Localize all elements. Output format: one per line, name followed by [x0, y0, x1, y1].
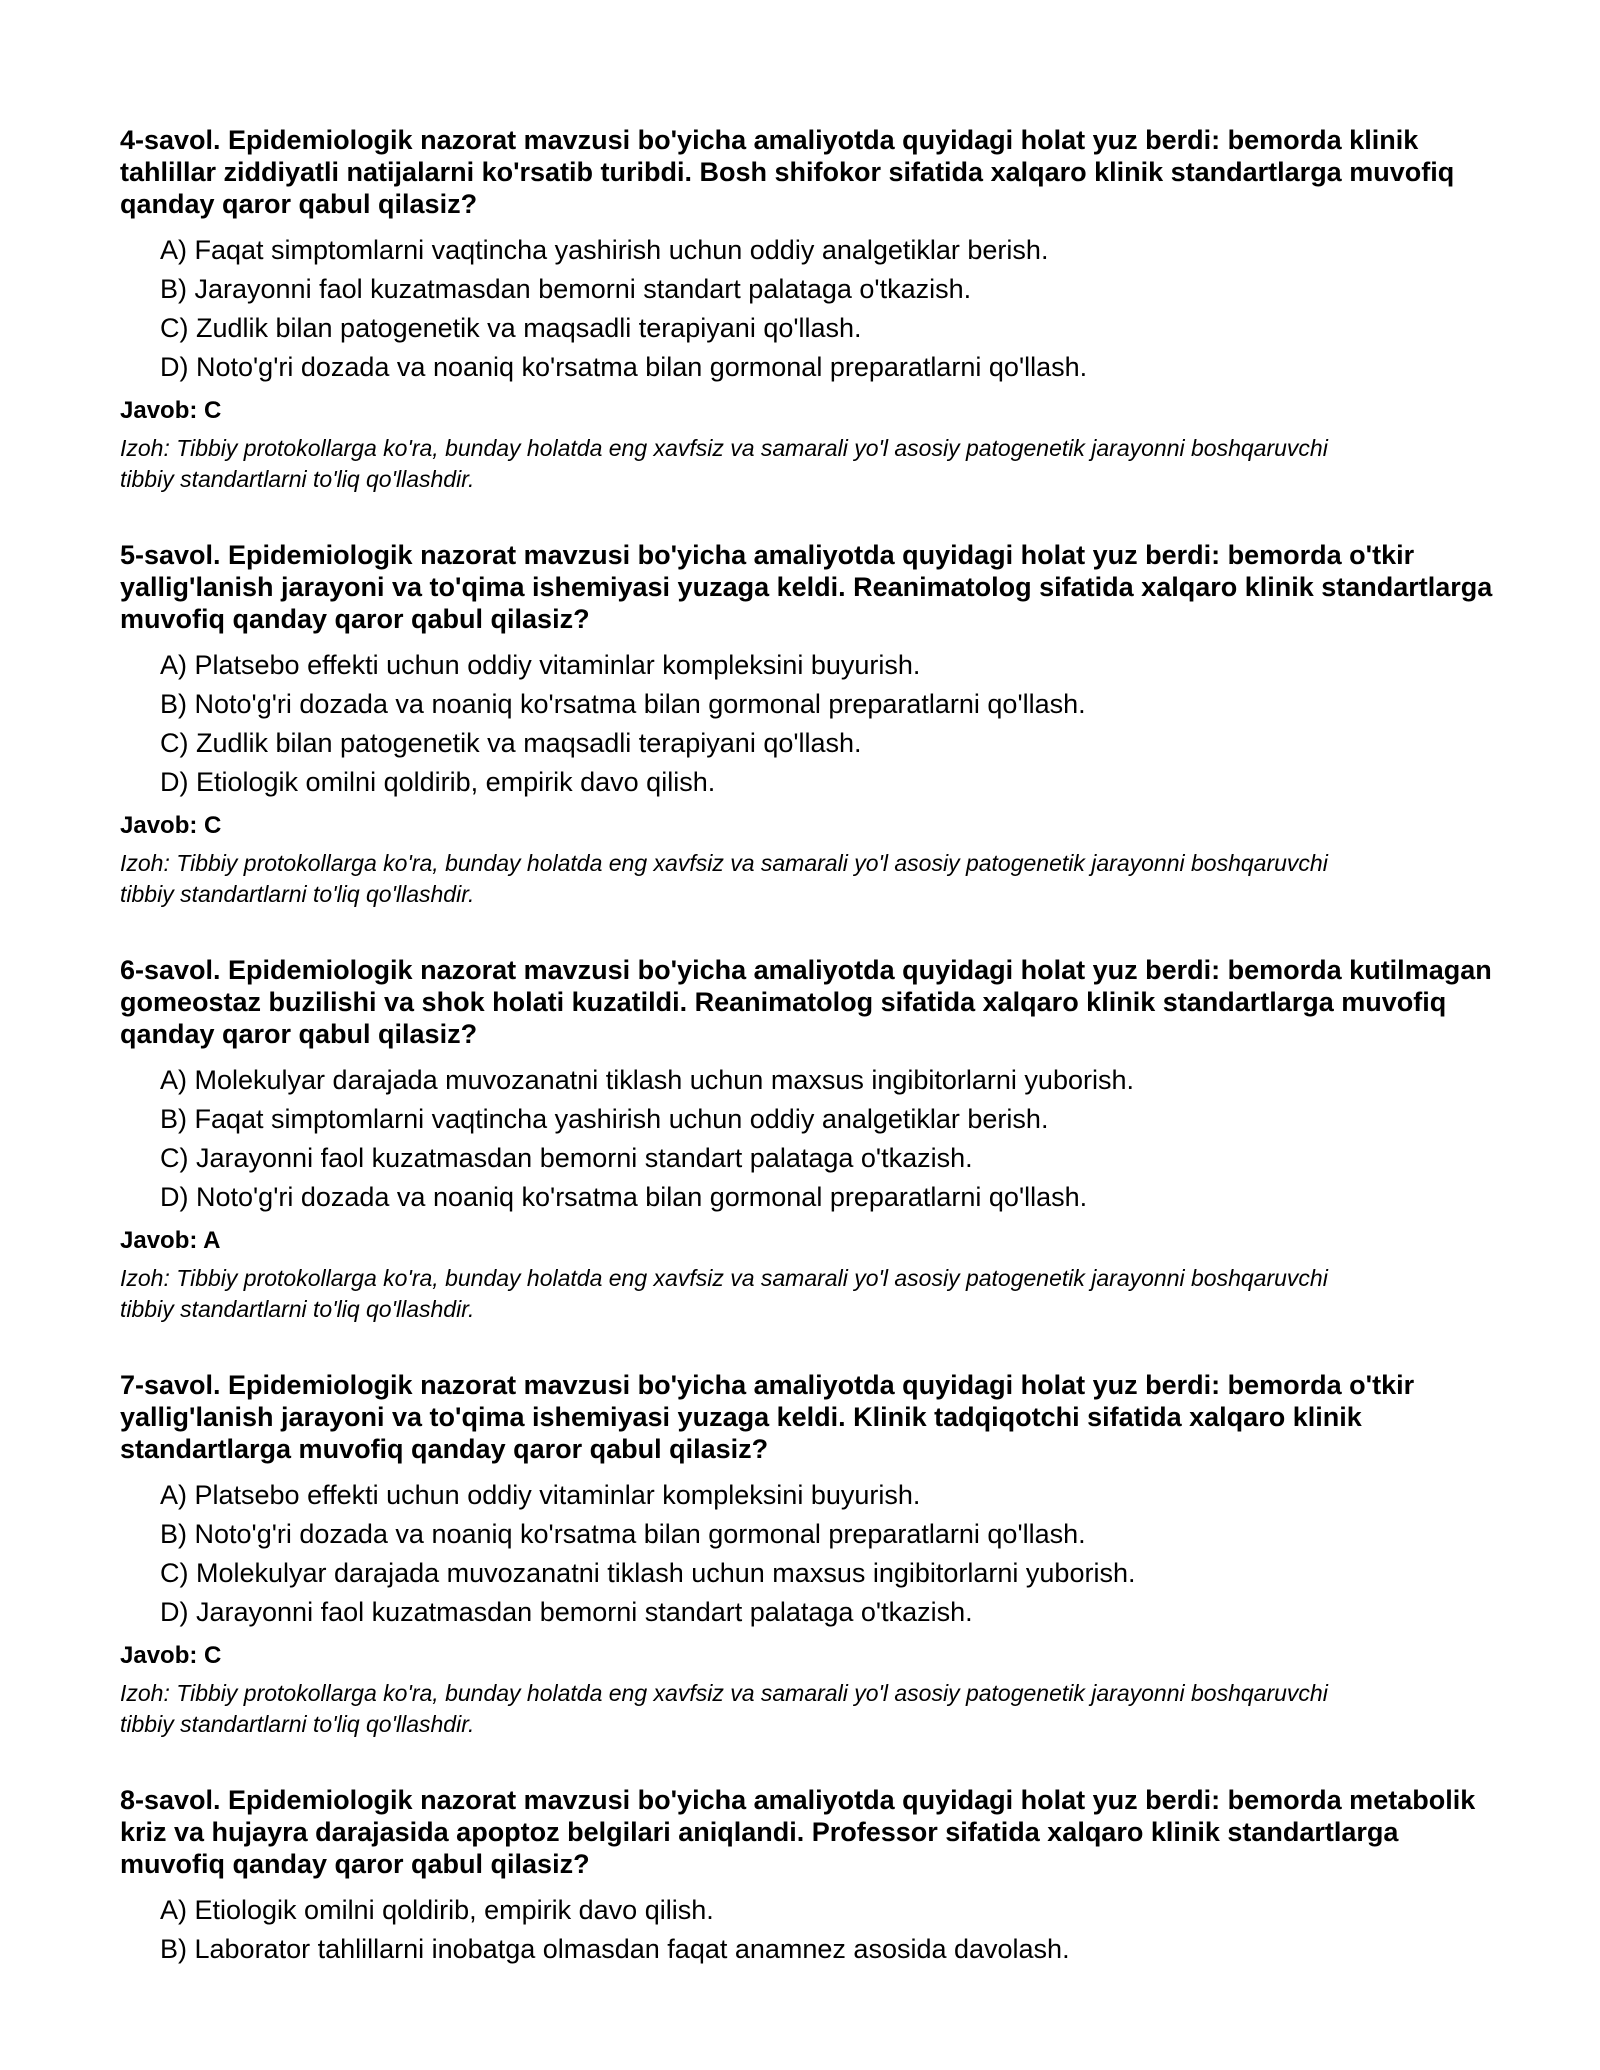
explanation-note: Izoh: Tibbiy protokollarga ko'ra, bunday holatda eng xavfsiz va samarali yo'l asosiy patogenetik jarayonni boshqaruvchi tibbiy standartlarni to'liq qo'llashdir.: [120, 850, 1328, 907]
question-text: 7-savol. Epidemiologik nazorat mavzusi bo'yicha amaliyotda quyidagi holat yuz berdi: bemorda o'tkir yallig'lanish jarayoni va to'qima ishemiyasi yuzaga keldi. Klinik tadqiqotchi sifatida xalqaro klinik standartlarga muvofiq qanday qaror qabul qilasiz?: [120, 1370, 1415, 1464]
option-b: B) Noto'g'ri dozada va noaniq ko'rsatma bilan gormonal preparatlarni qo'llash.: [160, 689, 1086, 719]
option-a: A) Molekulyar darajada muvozanatni tiklash uchun maxsus ingibitorlarni yuborish.: [160, 1065, 1134, 1095]
options-list: [120, 646, 1500, 802]
option-a: A) Etiologik omilni qoldirib, empirik davo qilish.: [160, 1895, 714, 1925]
explanation-note: Izoh: Tibbiy protokollarga ko'ra, bunday holatda eng xavfsiz va samarali yo'l asosiy patogenetik jarayonni boshqaruvchi tibbiy standartlarni to'liq qo'llashdir.: [120, 1265, 1328, 1322]
option-b: B) Laborator tahlillarni inobatga olmasdan faqat anamnez asosida davolash.: [160, 1934, 1070, 1964]
option-c: C) Molekulyar darajada muvozanatni tiklash uchun maxsus ingibitorlarni yuborish.: [160, 1558, 1136, 1588]
option-d: D) Noto'g'ri dozada va noaniq ko'rsatma bilan gormonal preparatlarni qo'llash.: [160, 352, 1088, 382]
document-page: [120, 124, 1500, 2013]
question-block: [120, 1369, 1500, 1740]
options-list: [120, 231, 1500, 387]
option-d: D) Noto'g'ri dozada va noaniq ko'rsatma bilan gormonal preparatlarni qo'llash.: [160, 1182, 1088, 1212]
question-block: [120, 954, 1500, 1325]
question-text: 5-savol. Epidemiologik nazorat mavzusi bo'yicha amaliyotda quyidagi holat yuz berdi: bemorda o'tkir yallig'lanish jarayoni va to'qima ishemiyasi yuzaga keldi. Reanimatolog sifatida xalqaro klinik standartlarga muvofiq qanday qaror qabul qilasiz?: [120, 540, 1493, 634]
option-b: B) Faqat simptomlarni vaqtincha yashirish uchun oddiy analgetiklar berish.: [160, 1104, 1049, 1134]
explanation-note: Izoh: Tibbiy protokollarga ko'ra, bunday holatda eng xavfsiz va samarali yo'l asosiy patogenetik jarayonni boshqaruvchi tibbiy standartlarni to'liq qo'llashdir.: [120, 1680, 1328, 1737]
options-list: [120, 1891, 1500, 1969]
option-c: C) Jarayonni faol kuzatmasdan bemorni standart palataga o'tkazish.: [160, 1143, 973, 1173]
answer-label: Javob: A: [120, 1227, 221, 1254]
option-b: B) Noto'g'ri dozada va noaniq ko'rsatma bilan gormonal preparatlarni qo'llash.: [160, 1519, 1086, 1549]
option-d: D) Jarayonni faol kuzatmasdan bemorni standart palataga o'tkazish.: [160, 1597, 973, 1627]
explanation-note: Izoh: Tibbiy protokollarga ko'ra, bunday holatda eng xavfsiz va samarali yo'l asosiy patogenetik jarayonni boshqaruvchi tibbiy standartlarni to'liq qo'llashdir.: [120, 435, 1328, 492]
question-block: [120, 539, 1500, 910]
option-d: D) Etiologik omilni qoldirib, empirik davo qilish.: [160, 767, 716, 797]
question-text: 6-savol. Epidemiologik nazorat mavzusi bo'yicha amaliyotda quyidagi holat yuz berdi: bemorda kutilmagan gomeostaz buzilishi va shok holati kuzatildi. Reanimatolog sifatida xalqaro klinik standartlarga muvofiq qanday qaror qabul qilasiz?: [120, 955, 1492, 1049]
option-c: C) Zudlik bilan patogenetik va maqsadli terapiyani qo'llash.: [160, 313, 862, 343]
options-list: [120, 1476, 1500, 1632]
option-b: B) Jarayonni faol kuzatmasdan bemorni standart palataga o'tkazish.: [160, 274, 972, 304]
question-block: [120, 124, 1500, 495]
option-a: A) Platsebo effekti uchun oddiy vitaminlar kompleksini buyurish.: [160, 650, 921, 680]
option-a: A) Faqat simptomlarni vaqtincha yashirish uchun oddiy analgetiklar berish.: [160, 235, 1049, 265]
question-text: 4-savol. Epidemiologik nazorat mavzusi bo'yicha amaliyotda quyidagi holat yuz berdi: bemorda klinik tahlillar ziddiyatli natijalarni ko'rsatib turibdi. Bosh shifokor sifatida xalqaro klinik standartlarga muvofiq qanday qaror qabul qilasiz?: [120, 125, 1455, 219]
answer-label: Javob: C: [120, 397, 222, 424]
question-block: [120, 1784, 1500, 1969]
answer-label: Javob: C: [120, 1642, 222, 1669]
options-list: [120, 1061, 1500, 1217]
option-a: A) Platsebo effekti uchun oddiy vitaminlar kompleksini buyurish.: [160, 1480, 921, 1510]
answer-label: Javob: C: [120, 812, 222, 839]
question-text: 8-savol. Epidemiologik nazorat mavzusi bo'yicha amaliyotda quyidagi holat yuz berdi: bemorda metabolik kriz va hujayra darajasida apoptoz belgilari aniqlandi. Professor sifatida xalqaro klinik standartlarga muvofiq qanday qaror qabul qilasiz?: [120, 1785, 1476, 1879]
option-c: C) Zudlik bilan patogenetik va maqsadli terapiyani qo'llash.: [160, 728, 862, 758]
